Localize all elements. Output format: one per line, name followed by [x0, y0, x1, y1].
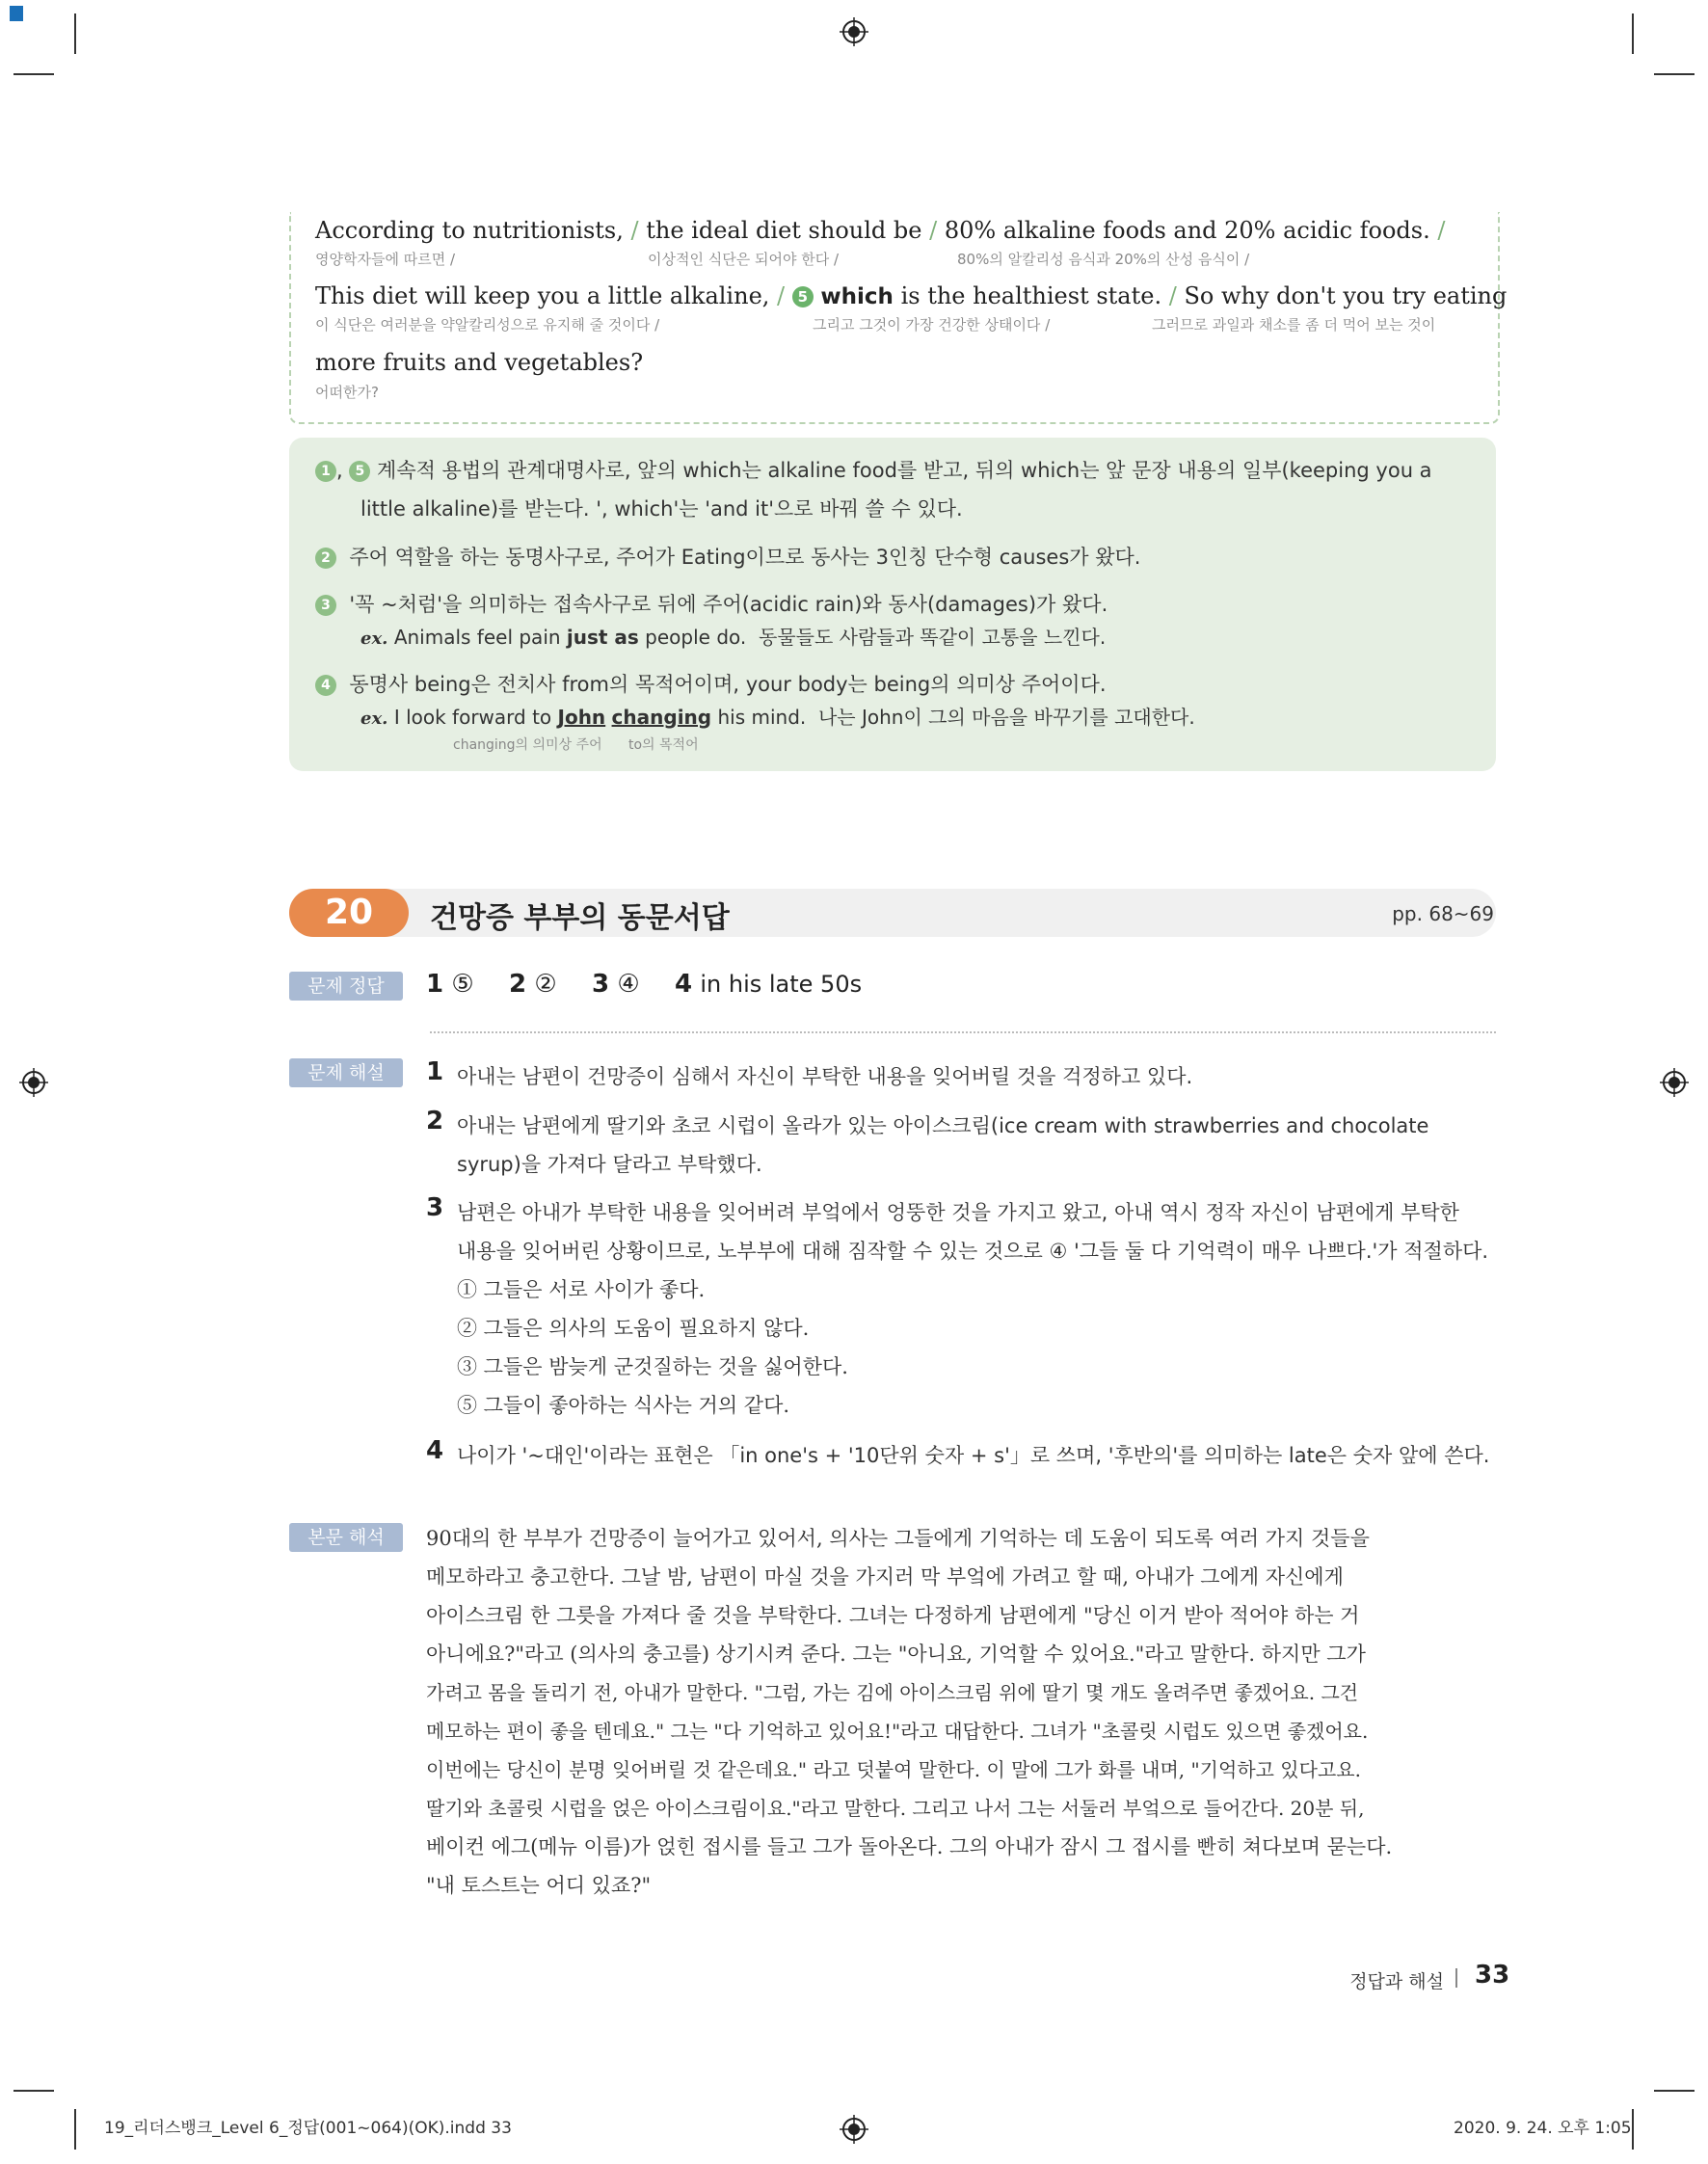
- crop-mark: [1654, 2090, 1695, 2092]
- explanation-3-cont: 내용을 잊어버린 상황이므로, 노부부에 대해 짐작할 수 있는 것으로 ④ '그들 둘 다 기억력이 매우 나쁘다.'가 적절하다.: [457, 1240, 1489, 1263]
- footer-category: 정답과 해설: [1349, 1971, 1444, 1992]
- translation-ko: 이 식단은 여러분을 약알칼리성으로 유지해 줄 것이다 /: [315, 316, 660, 334]
- print-date: 2020. 9. 24. 오후 1:05: [1454, 2119, 1632, 2138]
- option: ① 그들은 서로 사이가 좋다.: [457, 1278, 706, 1301]
- explain-tag: 문제 해설: [289, 1058, 403, 1087]
- grammar-item-4: 4 동명사 being은 전치사 from의 목적어이며, your body는 being의 의미상 주어이다.: [315, 669, 1107, 698]
- translation-ko: 이상적인 식단은 되어야 한다 /: [648, 251, 840, 268]
- option: ② 그들은 의사의 도움이 필요하지 않다.: [457, 1317, 810, 1340]
- option: ⑤ 그들이 좋아하는 식사는 거의 같다.: [457, 1394, 790, 1417]
- explanation-1: 아내는 남편이 건망증이 심해서 자신이 부탁한 내용을 잊어버릴 것을 걱정하고 있다.: [457, 1065, 1193, 1088]
- explanation-4: 나이가 '~대인'이라는 표현은 「in one's + '10단위 숫자 + s'」로 쓰며, '후반의'를 의미하는 late은 숫자 앞에 쓴다.: [457, 1444, 1490, 1467]
- grammar-item-1-cont: little alkaline)를 받는다. ', which'는 'and it'으로 바꿔 쓸 수 있다.: [360, 497, 963, 521]
- circled-number-icon: 5: [349, 461, 370, 482]
- body-line: 가려고 몸을 돌리기 전, 아내가 말한다. "그럼, 가는 김에 아이스크림 위에 딸기 몇 개도 올려주면 좋겠어요. 그건: [426, 1681, 1359, 1704]
- question-number: 3: [426, 1193, 444, 1222]
- body-line: 메모하라고 충고한다. 그날 밤, 남편이 마실 것을 가지러 막 부엌에 가려고 할 때, 아내가 그에게 자신에게: [426, 1565, 1344, 1589]
- print-file-info: 19_리더스뱅크_Level 6_정답(001~064)(OK).indd 33: [104, 2119, 512, 2138]
- crop-mark: [1632, 13, 1634, 54]
- translation-ko: 어떠한가?: [315, 384, 379, 401]
- question-number: 4: [426, 1436, 444, 1465]
- section-title: 건망증 부부의 동문서답: [430, 901, 730, 935]
- body-line: 90대의 한 부부가 건망증이 늘어가고 있어서, 의사는 그들에게 기억하는 데 도움이 되도록 여러 가지 것들을: [426, 1527, 1370, 1550]
- body-line: 아이스크림 한 그릇을 가져다 줄 것을 부탁한다. 그녀는 다정하게 남편에게 "당신 이거 받아 적어야 하는 거: [426, 1604, 1360, 1627]
- translation-line-1: According to nutritionists, / the ideal diet should be / 80% alkaline foods and 20% acidic foods. /: [315, 217, 1446, 244]
- crop-mark: [1654, 73, 1695, 75]
- crop-mark: [13, 2090, 54, 2092]
- body-tag: 본문 해석: [289, 1523, 403, 1552]
- explanation-2: 아내는 남편에게 딸기와 초코 시럽이 올라가 있는 아이스크림(ice cream with strawberries and chocolate: [457, 1114, 1429, 1137]
- translation-ko: 80%의 알칼리성 음식과 20%의 산성 음식이 /: [957, 251, 1250, 268]
- answer-3: 3 ④: [592, 970, 640, 999]
- section-pages: pp. 68~69: [1392, 902, 1494, 925]
- grammar-item-1: 1 , 5 계속적 용법의 관계대명사로, 앞의 which는 alkaline food를 받고, 뒤의 which는 앞 문장 내용의 일부(keeping you a: [315, 455, 1432, 484]
- circled-number-icon: 3: [315, 595, 336, 616]
- page-number: 33: [1475, 1961, 1510, 1990]
- body-line: 베이컨 에그(메뉴 이름)가 얹힌 접시를 들고 그가 돌아온다. 그의 아내가 잠시 그 접시를 빤히 쳐다보며 묻는다.: [426, 1835, 1393, 1858]
- translation-line-3: more fruits and vegetables?: [315, 349, 644, 376]
- explanation-3: 남편은 아내가 부탁한 내용을 잊어버려 부엌에서 엉뚱한 것을 가지고 왔고, 아내 역시 정작 자신이 남편에게 부탁한: [457, 1201, 1459, 1224]
- translation-ko: 그러므로 과일과 채소를 좀 더 먹어 보는 것이: [1152, 316, 1436, 334]
- crop-mark: [1632, 2109, 1634, 2150]
- answer-tag: 문제 정답: [289, 972, 403, 1001]
- translation-ko: 영양학자들에 따르면 /: [315, 251, 456, 268]
- grammar-note: to의 목적어: [628, 737, 699, 753]
- question-number: 2: [426, 1107, 444, 1135]
- divider: [430, 1031, 1496, 1033]
- section-number: 20: [289, 889, 409, 937]
- circled-number-icon: 2: [315, 548, 336, 569]
- grammar-example-4: ex. I look forward to John changing his mind. 나는 John이 그의 마음을 바꾸기를 고대한다.: [360, 706, 1195, 729]
- translation-ko: 그리고 그것이 가장 건강한 상태이다 /: [813, 316, 1051, 334]
- registration-mark-icon: [19, 1068, 48, 1097]
- grammar-note: changing의 의미상 주어: [453, 737, 602, 753]
- body-line: 메모하는 편이 좋을 텐데요." 그는 "다 기억하고 있어요!"라고 대답한다. 그녀가 "초콜릿 시럽도 있으면 좋겠어요.: [426, 1720, 1369, 1743]
- option: ③ 그들은 밤늦게 군것질하는 것을 싫어한다.: [457, 1355, 848, 1378]
- grammar-item-3: 3 '꼭 ~처럼'을 의미하는 접속사구로 뒤에 주어(acidic rain)와 동사(damages)가 왔다.: [315, 589, 1108, 618]
- bookmark-icon: [10, 6, 23, 21]
- circled-number-icon: 5: [792, 286, 814, 307]
- body-line: 딸기와 초콜릿 시럽을 얹은 아이스크림이요."라고 말한다. 그리고 나서 그는 서둘러 부엌으로 들어간다. 20분 뒤,: [426, 1797, 1365, 1820]
- answer-1: 1 ⑤: [426, 970, 474, 999]
- registration-mark-icon: [840, 2115, 868, 2144]
- answer-4: 4 in his late 50s: [675, 970, 863, 999]
- grammar-example-3: ex. Animals feel pain just as people do. 동물들도 사람들과 똑같이 고통을 느낀다.: [360, 626, 1107, 649]
- body-line: "내 토스트는 어디 있죠?": [426, 1874, 652, 1897]
- answer-2: 2 ②: [509, 970, 557, 999]
- grammar-item-2: 2 주어 역할을 하는 동명사구로, 주어가 Eating이므로 동사는 3인칭 단수형 causes가 왔다.: [315, 542, 1141, 571]
- explanation-2-cont: syrup)을 가져다 달라고 부탁했다.: [457, 1153, 762, 1176]
- circled-number-icon: 1: [315, 461, 336, 482]
- body-line: 이번에는 당신이 분명 잊어버릴 것 같은데요." 라고 덧붙여 말한다. 이 말에 그가 화를 내며, "기억하고 있다고요.: [426, 1758, 1361, 1781]
- circled-number-icon: 4: [315, 675, 336, 696]
- crop-mark: [74, 13, 76, 54]
- translation-line-2: This diet will keep you a little alkaline, / 5 which is the healthiest state. / So why don't you try eating: [315, 282, 1508, 309]
- question-number: 1: [426, 1057, 444, 1086]
- crop-mark: [13, 73, 54, 75]
- registration-mark-icon: [840, 17, 868, 46]
- footer-divider: [1455, 1968, 1457, 1988]
- crop-mark: [74, 2109, 76, 2150]
- registration-mark-icon: [1660, 1068, 1689, 1097]
- body-line: 아니에요?"라고 (의사의 충고를) 상기시켜 준다. 그는 "아니요, 기억할 수 있어요."라고 말한다. 하지만 그가: [426, 1643, 1366, 1666]
